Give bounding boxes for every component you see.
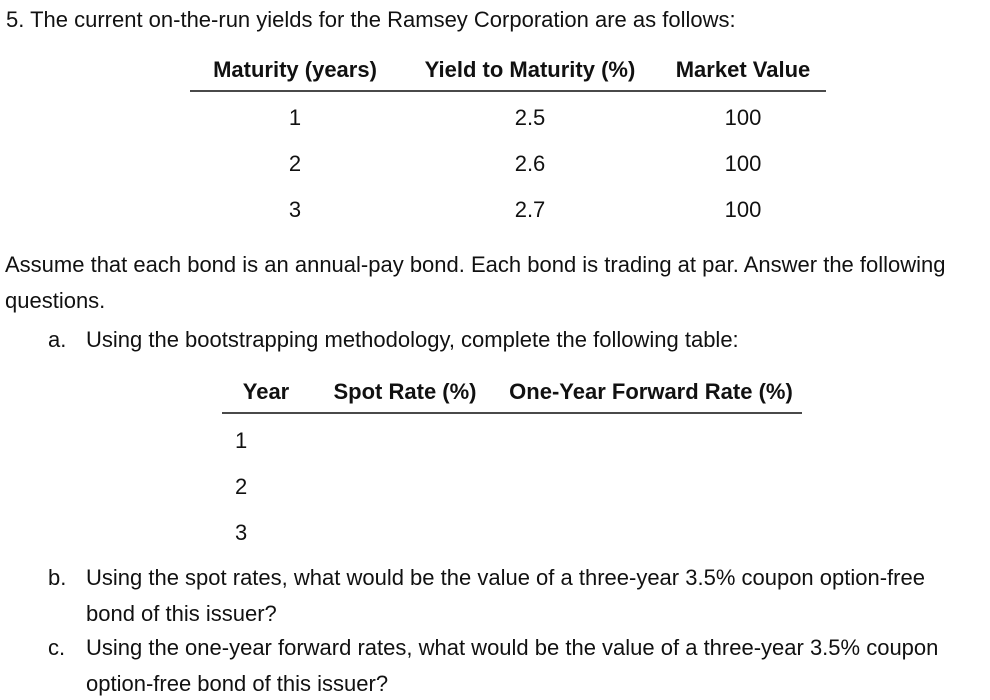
question-item-b [48, 560, 961, 632]
market-value-cell: 100 [724, 151, 762, 176]
bootstrap-header-spot-rate: Spot Rate (%) [333, 379, 477, 404]
question-text: Using the bootstrapping methodology, complete the following table: [86, 327, 739, 352]
year-cell: 1 [235, 428, 248, 453]
assumptions-paragraph: Assume that each bond is an annual-pay bond. Each bond is trading at par. Answer the following questions. [5, 252, 946, 313]
maturity-cell: 3 [288, 197, 302, 222]
yields-table [190, 56, 826, 233]
ytm-cell: 2.6 [514, 151, 546, 176]
question-text: Using the spot rates, what would be the value of a three-year 3.5% coupon option-free bond of this issuer? [86, 565, 925, 626]
yields-header-maturity: Maturity (years) [213, 57, 377, 82]
maturity-cell: 1 [288, 105, 302, 130]
yields-table-body [190, 92, 826, 233]
market-value-cell: 100 [724, 105, 762, 130]
table-row [222, 418, 802, 464]
question-item-c [48, 630, 961, 700]
market-value-cell: 100 [724, 197, 762, 222]
table-row [190, 141, 826, 187]
bootstrap-header-year: Year [242, 379, 290, 404]
bootstrap-header-forward-rate: One-Year Forward Rate (%) [509, 379, 793, 404]
yields-header-ytm: Yield to Maturity (%) [424, 57, 636, 82]
bootstrap-table-body [222, 414, 802, 556]
yields-header-market-value: Market Value [675, 57, 811, 82]
yields-table-header-row [190, 56, 826, 92]
ytm-cell: 2.7 [514, 197, 546, 222]
question-marker: a. [48, 327, 67, 352]
table-row [190, 187, 826, 233]
table-row [222, 464, 802, 510]
question-text: Using the one-year forward rates, what would be the value of a three-year 3.5% coupon option-free bond of this issuer? [86, 635, 939, 696]
bootstrap-table [222, 378, 802, 556]
question-marker: b. [48, 565, 67, 590]
bootstrap-table-header-row [222, 378, 802, 414]
problem-statement: 5. The current on-the-run yields for the Ramsey Corporation are as follows: [6, 7, 736, 32]
ytm-cell: 2.5 [514, 105, 546, 130]
table-row [190, 95, 826, 141]
year-cell: 3 [235, 520, 248, 545]
table-row [222, 510, 802, 556]
maturity-cell: 2 [288, 151, 302, 176]
question-marker: c. [48, 635, 66, 660]
year-cell: 2 [235, 474, 248, 499]
question-item-a [48, 322, 961, 358]
